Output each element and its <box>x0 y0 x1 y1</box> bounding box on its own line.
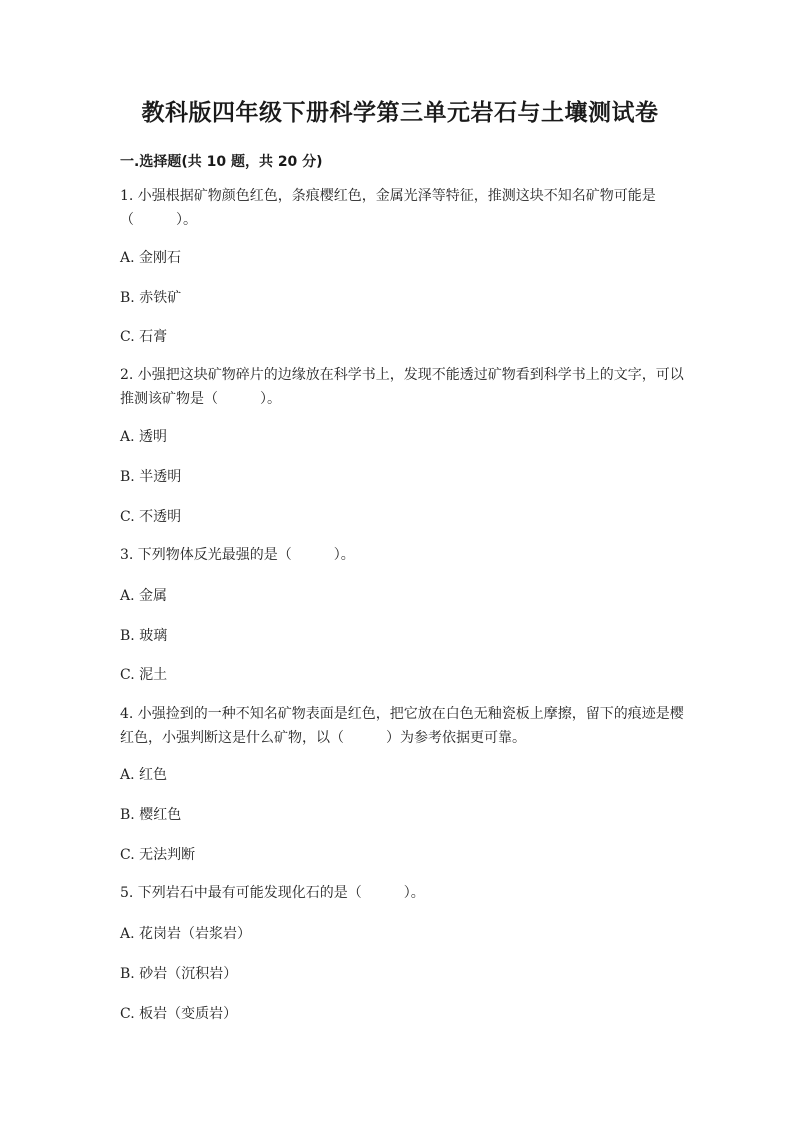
question-2-option-a: A. 透明 <box>120 429 168 445</box>
question-3-text: 3. 下列物体反光最强的是（ ）。 <box>120 547 355 563</box>
question-5-option-a: A. 花岗岩（岩浆岩） <box>120 926 252 942</box>
question-2-option-b: B. 半透明 <box>120 469 182 485</box>
question-5-text: 5. 下列岩石中最有可能发现化石的是（ ）。 <box>120 885 425 901</box>
question-4-option-b: B. 樱红色 <box>120 807 182 823</box>
page-title: 教科版四年级下册科学第三单元岩石与土壤测试卷 <box>141 100 659 126</box>
question-3-option-c: C. 泥土 <box>120 667 168 683</box>
question-1-option-a: A. 金刚石 <box>120 250 182 266</box>
question-1-option-c: C. 石膏 <box>120 329 168 345</box>
question-5-option-c: C. 板岩（变质岩） <box>120 1006 238 1022</box>
question-5-option-b: B. 砂岩（沉积岩） <box>120 966 238 982</box>
question-3-option-a: A. 金属 <box>120 588 168 604</box>
question-1-text: 1. 小强根据矿物颜色红色，条痕樱红色，金属光泽等特征，推测这块不知名矿物可能是（ ）。 <box>120 188 656 228</box>
question-4-option-a: A. 红色 <box>120 767 168 783</box>
question-2-option-c: C. 不透明 <box>120 509 182 525</box>
question-1-option-b: B. 赤铁矿 <box>120 290 182 306</box>
question-2-text: 2. 小强把这块矿物碎片的边缘放在科学书上，发现不能透过矿物看到科学书上的文字，可以推测该矿物是（ ）。 <box>120 367 684 407</box>
question-4-text: 4. 小强捡到的一种不知名矿物表面是红色，把它放在白色无釉瓷板上摩擦，留下的痕迹是樱红色，小强判断这是什么矿物，以（ ）为参考依据更可靠。 <box>120 706 684 746</box>
question-4-option-c: C. 无法判断 <box>120 847 196 863</box>
section-heading: 一.选择题(共 10 题，共 20 分) <box>120 154 323 170</box>
question-3-option-b: B. 玻璃 <box>120 628 168 644</box>
